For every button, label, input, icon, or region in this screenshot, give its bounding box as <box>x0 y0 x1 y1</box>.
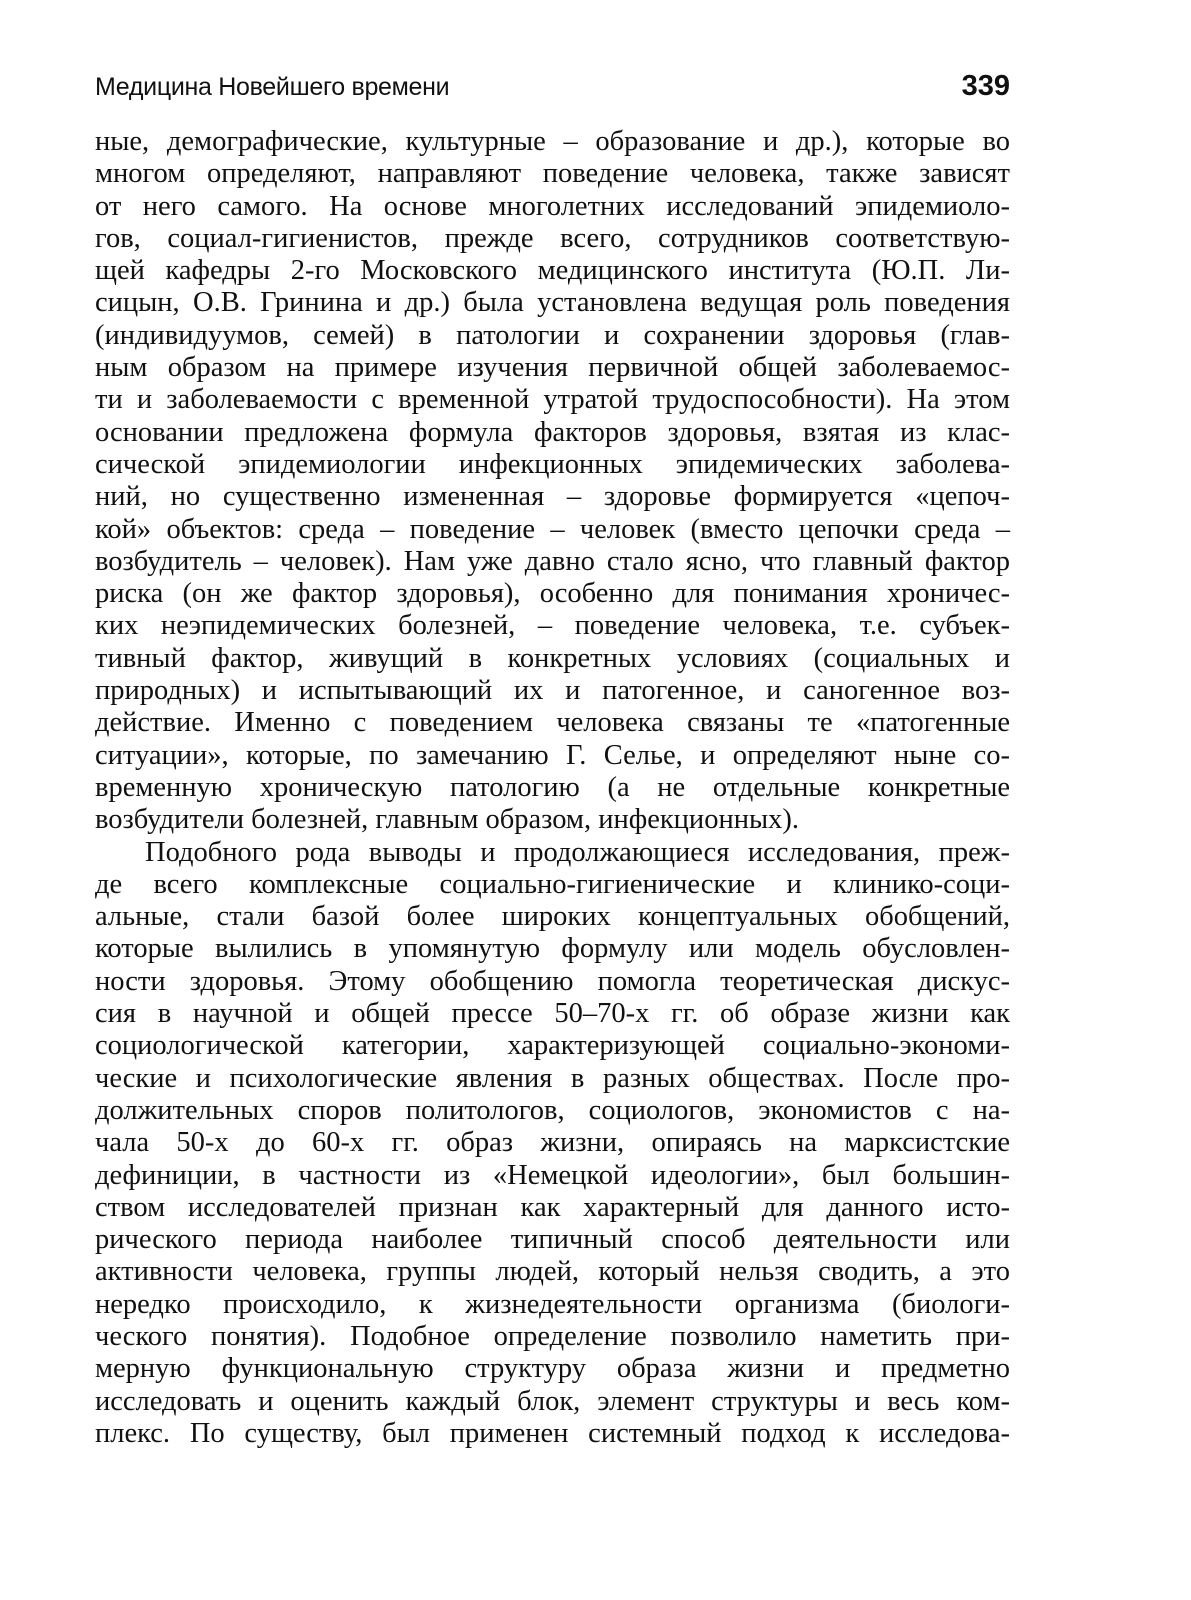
text-line: ситуации», которые, по замечанию Г. Селье, и определяют ныне со- <box>95 739 1010 771</box>
text-line: многом определяют, направляют поведение человека, также зависят <box>95 158 1010 190</box>
page-number: 339 <box>961 70 1010 102</box>
text-line: Подобного рода выводы и продолжающиеся исследования, преж- <box>145 836 1010 868</box>
running-head <box>95 70 1010 110</box>
text-line: гов, социал-гигиенистов, прежде всего, сотрудников соответствую- <box>95 222 1010 254</box>
text-line: (индивидуумов, семей) в патологии и сохранении здоровья (глав- <box>95 319 1010 351</box>
text-line: риска (он же фактор здоровья), особенно для понимания хроничес- <box>95 578 1010 610</box>
text-line: щей кафедры 2-го Московского медицинского института (Ю.П. Ли- <box>95 255 1010 287</box>
text-line: рического периода наиболее типичный способ деятельности или <box>95 1224 1010 1256</box>
text-line: тивный фактор, живущий в конкретных условиях (социальных и <box>95 642 1010 674</box>
text-line: чала 50-х до 60-х гг. образ жизни, опираясь на марксистские <box>95 1127 1010 1159</box>
paragraph <box>95 837 1010 1451</box>
text-line: ные, демографические, культурные – образование и др.), которые во <box>95 126 1010 157</box>
text-line: ческого понятия). Подобное определение позволило наметить при- <box>95 1320 1010 1352</box>
paragraph <box>95 126 1010 837</box>
text-line: природных) и испытывающий их и патогенное, и саногенное воз- <box>95 675 1010 707</box>
text-line: сицын, О.В. Гринина и др.) была установлена ведущая роль поведения <box>95 287 1010 319</box>
text-line: которые вылились в упомянутую формулу или модель обусловлен- <box>95 933 1010 965</box>
text-line: исследовать и оценить каждый блок, элемент структуры и весь ком- <box>95 1385 1010 1417</box>
book-page <box>95 70 1010 1450</box>
running-title: Медицина Новейшего времени <box>95 73 450 101</box>
text-line: ти и заболеваемости с временной утратой трудоспособности). На этом <box>95 384 1010 416</box>
text-line: должительных споров политологов, социологов, экономистов с на- <box>95 1094 1010 1126</box>
text-line: кой» объектов: среда – поведение – человек (вместо цепочки среда – <box>95 513 1010 545</box>
text-line: сической эпидемиологии инфекционных эпидемических заболева- <box>95 448 1010 480</box>
text-line: ством исследователей признан как характерный для данного исто- <box>95 1191 1010 1223</box>
text-line: дефиниции, в частности из «Немецкой идеологии», был большин- <box>95 1159 1010 1191</box>
text-line: временную хроническую патологию (а не отдельные конкретные <box>95 771 1010 803</box>
text-line: ным образом на примере изучения первичной общей заболеваемос- <box>95 352 1010 384</box>
text-line: ности здоровья. Этому обобщению помогла теоретическая дискус- <box>95 965 1010 997</box>
text-line: ких неэпидемических болезней, – поведение человека, т.е. субъек- <box>95 610 1010 642</box>
text-line: сия в научной и общей прессе 50–70-х гг. об образе жизни как <box>95 998 1010 1030</box>
text-line: альные, стали базой более широких концептуальных обобщений, <box>95 901 1010 933</box>
text-line: мерную функциональную структуру образа жизни и предметно <box>95 1353 1010 1385</box>
text-line: основании предложена формула факторов здоровья, взятая из клас- <box>95 416 1010 448</box>
text-line: социологической категории, характеризующей социально-экономи- <box>95 1030 1010 1062</box>
body-text <box>95 126 1010 1450</box>
text-line: действие. Именно с поведением человека связаны те «патогенные <box>95 707 1010 739</box>
text-line: плекс. По существу, был применен системный подход к исследова- <box>95 1417 1010 1449</box>
text-line: де всего комплексные социально-гигиенические и клинико-соци- <box>95 868 1010 900</box>
text-line: ний, но существенно измененная – здоровье формируется «цепоч- <box>95 481 1010 513</box>
text-line: нередко происходило, к жизнедеятельности организма (биологи- <box>95 1288 1010 1320</box>
text-line: возбудители болезней, главным образом, инфекционных). <box>95 804 799 836</box>
text-line: возбудитель – человек). Нам уже давно стало ясно, что главный фактор <box>95 545 1010 577</box>
text-line: от него самого. На основе многолетних исследований эпидемиоло- <box>95 190 1010 222</box>
text-line: ческие и психологические явления в разных обществах. После про- <box>95 1062 1010 1094</box>
text-line: активности человека, группы людей, который нельзя сводить, а это <box>95 1256 1010 1288</box>
